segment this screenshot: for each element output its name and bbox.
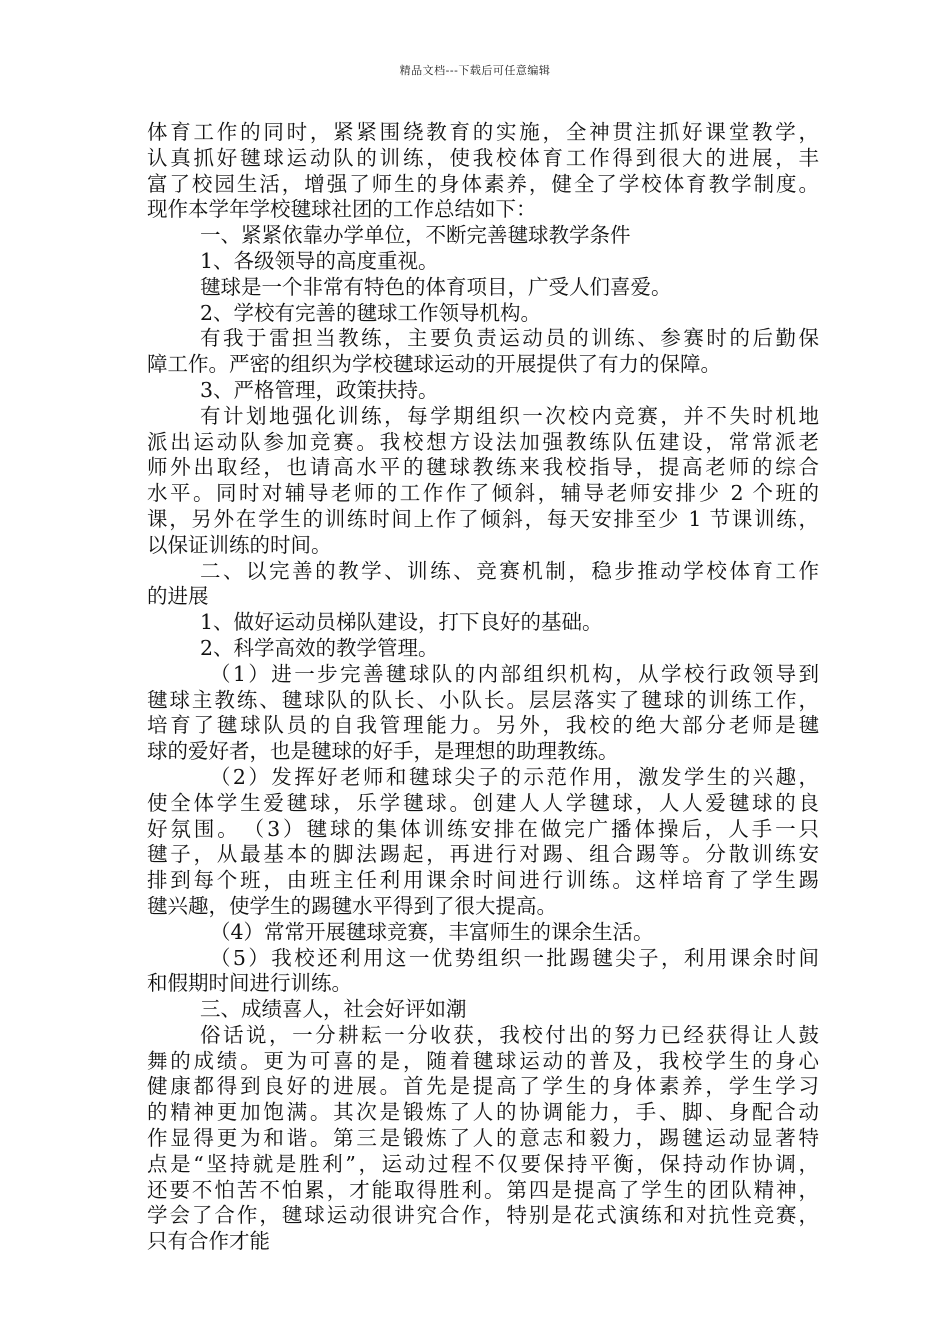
text-line: 体育工作的同时，紧紧围绕教育的实施，全神贯注抓好课堂教学， [147, 120, 819, 144]
text-line: 师外出取经，也请高水平的毽球教练来我校指导，提高老师的综合 [147, 455, 819, 480]
text-line: 2、学校有完善的毽球工作领导机构。 [200, 300, 542, 325]
text-line: 的进展 [147, 584, 209, 609]
text-line: （2）发挥好老师和毽球尖子的示范作用，激发学生的兴趣， [210, 764, 819, 789]
text-line: 二、以完善的教学、训练、竞赛机制，稳步推动学校体育工作 [200, 558, 819, 583]
text-line: 派出运动队参加竞赛。我校想方设法加强教练队伍建设，常常派老 [147, 429, 819, 454]
text-line: 舞的成绩。更为可喜的是，随着毽球运动的普及，我校学生的身心 [147, 1048, 819, 1073]
text-line: 有计划地强化训练，每学期组织一次校内竞赛，并不失时机地 [200, 403, 819, 428]
text-line: 排到每个班，由班主任利用课余时间进行训练。这样培育了学生踢 [147, 868, 819, 893]
text-line: 毽子，从最基本的脚法踢起，再进行对踢、组合踢等。分散训练安 [147, 842, 819, 867]
text-line: 培育了毽球队员的自我管理能力。另外，我校的绝大部分老师是毽 [147, 713, 819, 738]
text-line: 和假期时间进行训练。 [147, 971, 352, 996]
text-line: 健康都得到良好的进展。首先是提高了学生的身体素养，学生学习 [147, 1074, 819, 1099]
text-line: 使全体学生爱毽球，乐学毽球。创建人人学毽球，人人爱毽球的良 [147, 790, 819, 815]
text-line: （5）我校还利用这一优势组织一批踢毽尖子，利用课余时间 [210, 945, 819, 970]
text-line: 水平。同时对辅导老师的工作作了倾斜，辅导老师安排少 2 个班的 [147, 481, 819, 506]
text-line: 毽球主教练、毽球队的队长、小队长。层层落实了毽球的训练工作， [147, 687, 819, 712]
text-line: 障工作。严密的组织为学校毽球运动的开展提供了有力的保障。 [147, 352, 721, 377]
text-line: 富了校园生活，增强了师生的身体素养，健全了学校体育教学制度。 [147, 171, 819, 196]
text-line: 点是“坚持就是胜利”，运动过程不仅要保持平衡，保持动作协调， [147, 1151, 819, 1176]
text-line: 课，另外在学生的训练时间上作了倾斜，每天安排至少 1 节课训练， [147, 506, 819, 531]
text-line: 三、成绩喜人，社会好评如潮 [200, 997, 467, 1022]
text-line: 1、各级领导的高度重视。 [200, 248, 439, 273]
document-body [147, 120, 819, 1255]
page-header: 精品文档---下载后可任意编辑 [399, 64, 551, 77]
text-line: 1、做好运动员梯队建设，打下良好的基础。 [200, 610, 603, 635]
text-line: 认真抓好毽球运动队的训练，使我校体育工作得到很大的进展，丰 [147, 145, 819, 170]
text-line: 2、科学高效的教学管理。 [200, 635, 439, 660]
text-line: 学会了合作，毽球运动很讲究合作，特别是花式演练和对抗性竞赛， [147, 1203, 819, 1228]
text-line: 毽兴趣，使学生的踢毽水平得到了很大提高。 [147, 893, 557, 918]
text-line: 好氛围。 （3）毽球的集体训练安排在做完广播体操后，人手一只 [147, 816, 819, 841]
text-line: 球的爱好者，也是毽球的好手，是理想的助理教练。 [147, 739, 619, 764]
text-line: 毽球是一个非常有特色的体育项目，广受人们喜爱。 [200, 274, 672, 299]
text-line: 还要不怕苦不怕累，才能取得胜利。第四是提高了学生的团队精神， [147, 1177, 819, 1202]
text-line: 只有合作才能 [147, 1229, 270, 1254]
text-line: 以保证训练的时间。 [147, 532, 332, 557]
text-line: 的精神更加饱满。其次是锻炼了人的协调能力，手、脚、身配合动 [147, 1100, 819, 1125]
text-line: 一、紧紧依靠办学单位，不断完善毽球教学条件 [200, 223, 631, 248]
text-line: 有我于雷担当教练，主要负责运动员的训练、参赛时的后勤保 [200, 326, 819, 351]
text-line: 现作本学年学校毽球社团的工作总结如下： [147, 197, 537, 222]
text-line: （1）进一步完善毽球队的内部组织机构，从学校行政领导到 [210, 661, 819, 686]
text-line: （4）常常开展毽球竞赛，丰富师生的课余生活。 [210, 919, 654, 944]
text-line: 俗话说，一分耕耘一分收获，我校付出的努力已经获得让人鼓 [200, 1022, 819, 1047]
text-line: 3、严格管理，政策扶持。 [200, 377, 439, 402]
text-line: 作显得更为和谐。第三是锻炼了人的意志和毅力，踢毽运动显著特 [147, 1126, 819, 1151]
